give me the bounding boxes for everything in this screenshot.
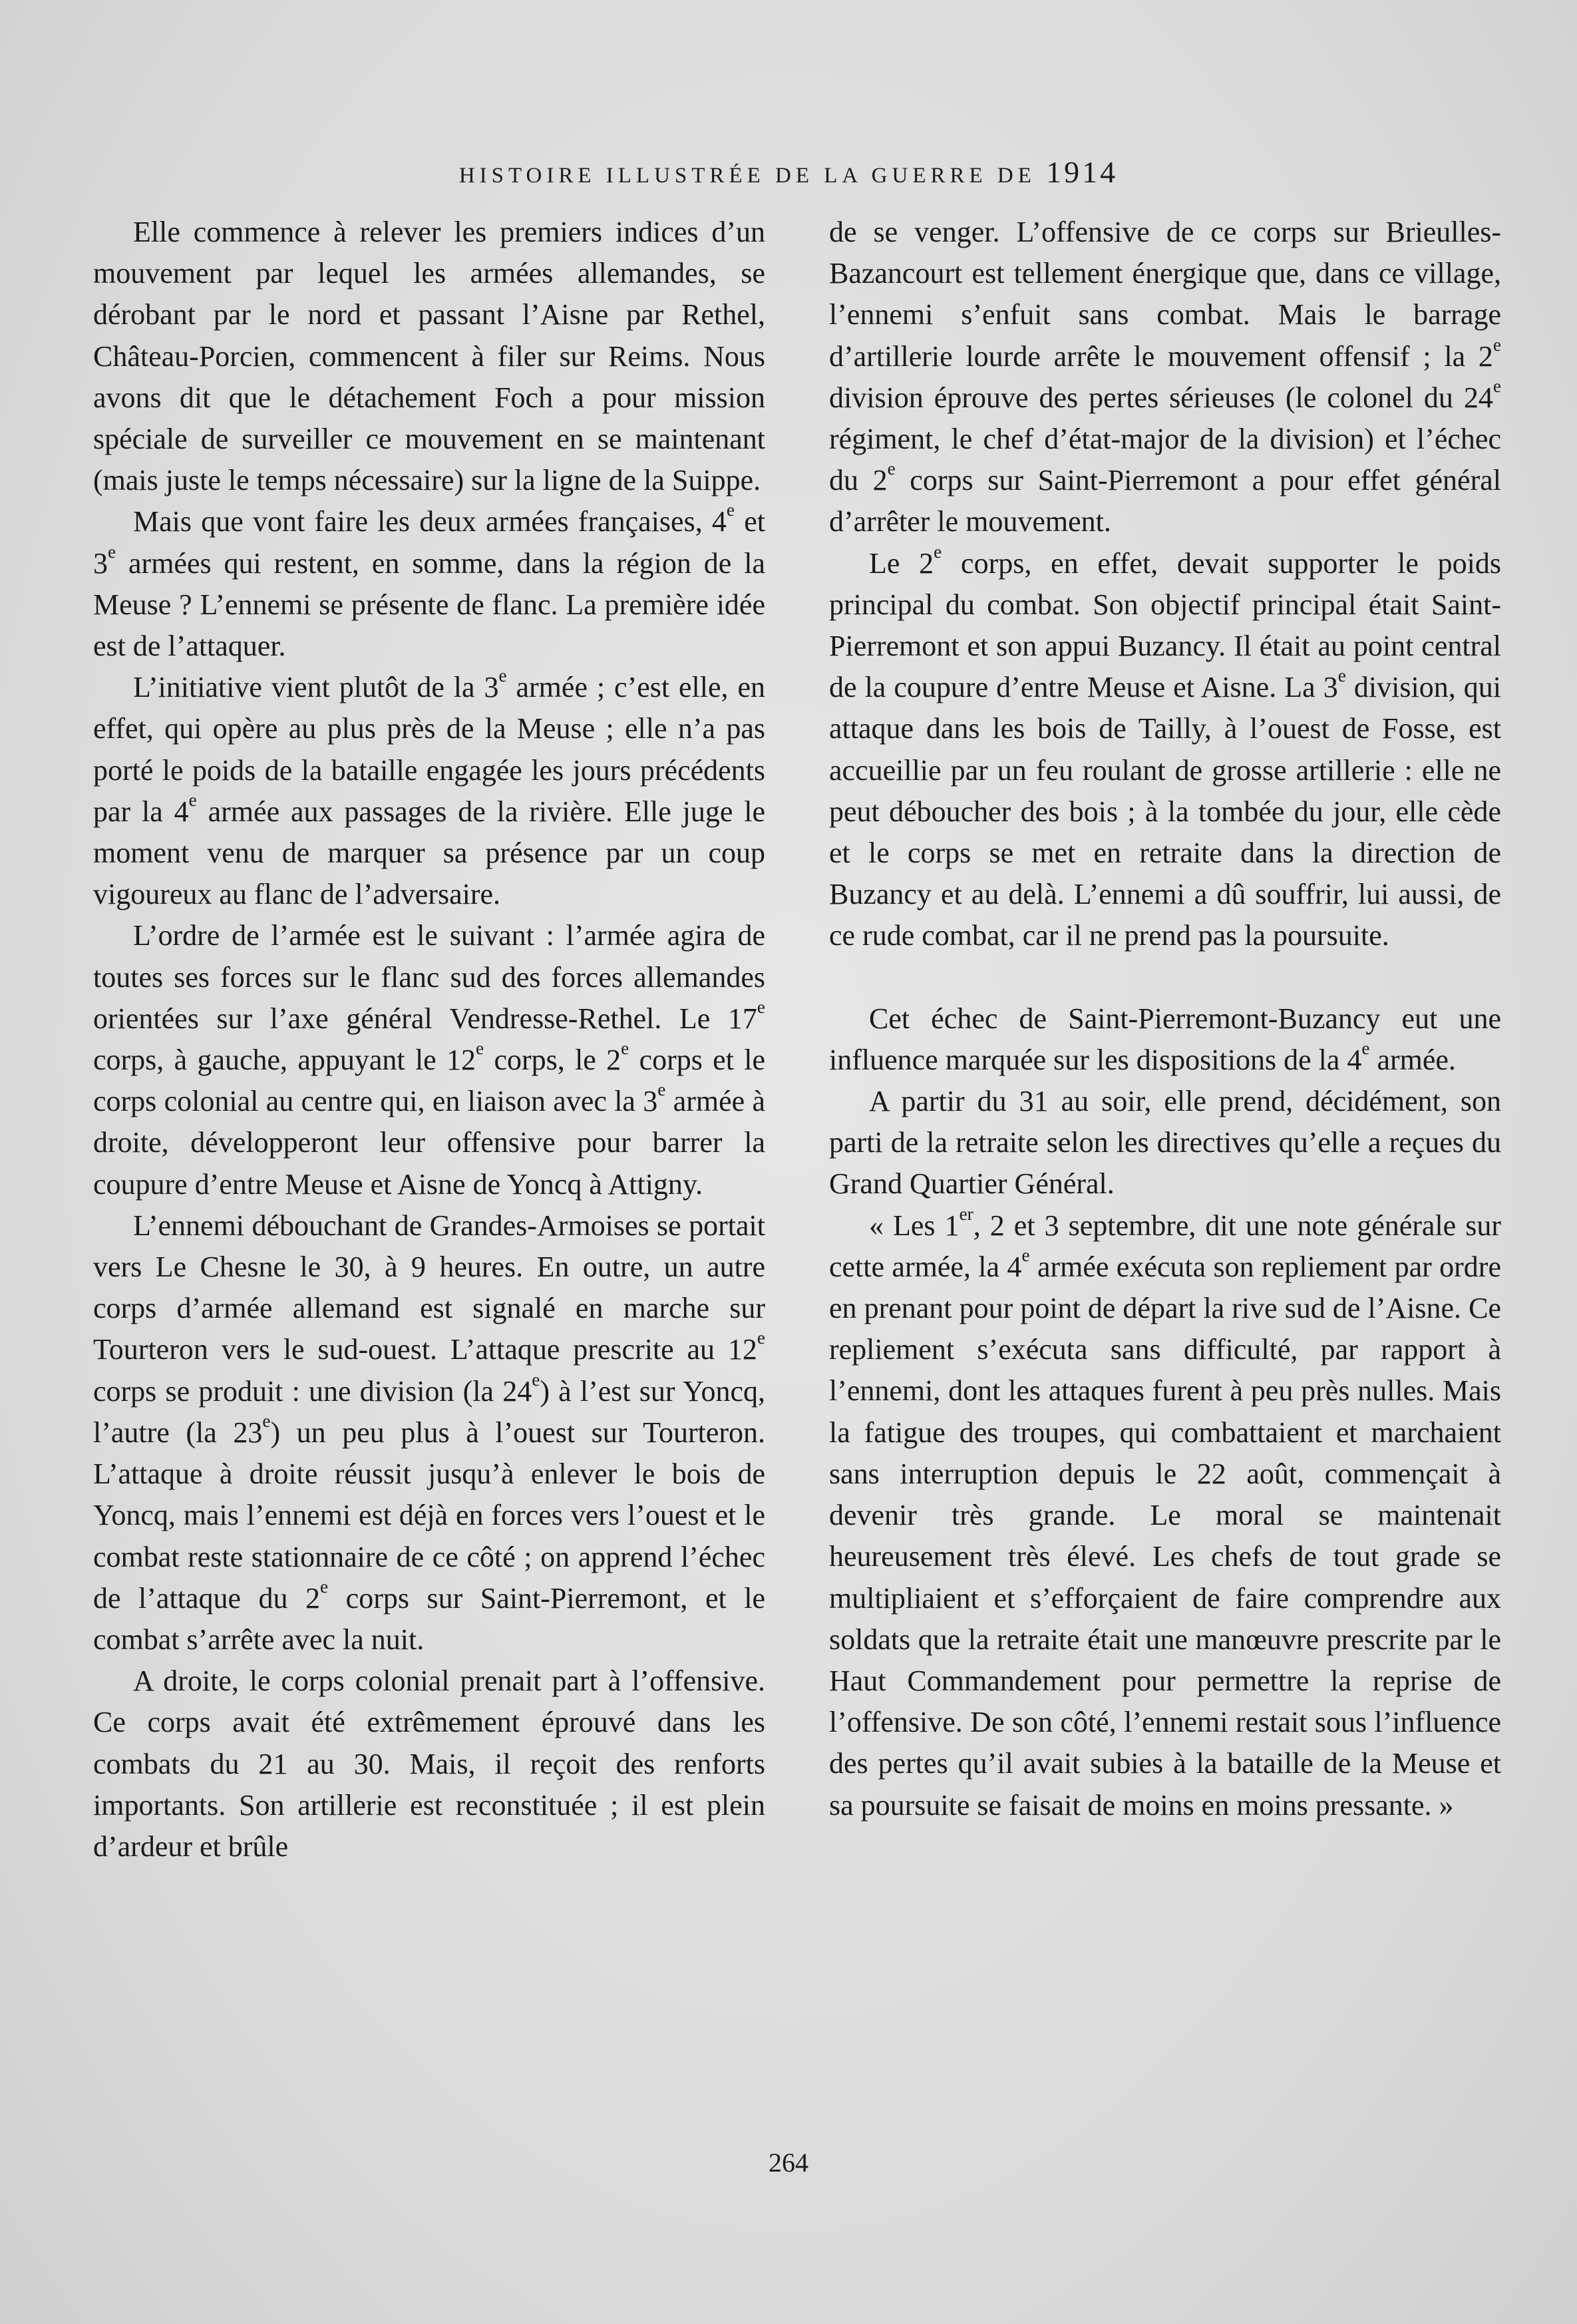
superscript: e [934,541,942,562]
superscript: e [476,1038,484,1058]
superscript: e [657,1079,666,1100]
running-head-year: 1914 [1046,155,1119,189]
superscript: e [108,541,116,562]
superscript: e [757,1328,765,1348]
superscript: e [1337,666,1346,686]
superscript: e [262,1410,271,1431]
paragraph: « Les 1er, 2 et 3 septembre, dit une note générale sur cette armée, la 4e armée exécuta son repliement par ordre en prenant pour point de départ la rive sud de l’Aisne. Ce repliement s’exécuta sans difficulté, par rapport à l’ennemi, dont les attaques furent à peu près nulles. Mais la fatigue des troupes, qui combattaient et marchaient sans interruption depuis le 22 août, commençait à devenir très grande. Le moral se maintenait heureusement très élevé. Les chefs de tout grade se multipliaient et s’efforçaient de faire comprendre aux soldats que la retraite était une manœuvre prescrite par le Haut Commandement pour permettre la reprise de l’offensive. De son côté, l’ennemi restait sous l’influence des pertes qu’il avait subies à la bataille de la Meuse et sa poursuite se faisait de moins en moins pressante. » [829,1203,1502,1822]
paragraph: Elle commence à relever les premiers indices d’un mouvement par lequel les armées allemandes, se dérobant par le nord et passant l’Aisne par Rethel, Château-Porcien, commencent à filer sur Reims. Nous avons dit que le détachement Foch a pour mission spéciale de surveiller ce mouvement en se maintenant (mais juste le temps nécessaire) sur la ligne de la Suippe. [93,216,765,497]
superscript: e [621,1038,629,1058]
superscript: e [757,996,765,1017]
superscript: er [959,1203,973,1224]
paragraph: Mais que vont faire les deux armées françaises, 4e et 3e armées qui restent, en somme, dans la région de la Meuse ? L’ennemi se présente de flanc. La première idée est de l’attaquer. [93,500,765,663]
running-head [0,154,1577,190]
paragraph: L’ennemi débouchant de Grandes-Armoises se portait vers Le Chesne le 30, à 9 heures. En outre, un autre corps d’armée allemand est signalé en marche sur Tourteron vers le sud-ouest. L’attaque prescrite au 12e corps se produit : une division (la 24e) à l’est sur Yoncq, l’autre (la 23e) un peu plus à l’ouest sur Tourteron. L’attaque à droite réussit jusqu’à enlever le bois de Yoncq, mais l’ennemi est déjà en forces vers l’ouest et le combat reste stationnaire de ce côté ; on apprend l’échec de l’attaque du 2e corps sur Saint-Pierremont, et le combat s’arrête avec la nuit. [93,1209,766,1656]
paragraph: A partir du 31 au soir, elle prend, décidément, son parti de la retraite selon les directives qu’elle a reçues du Grand Quartier Général. [829,1085,1501,1201]
superscript: e [1492,375,1501,396]
page-number: 264 [769,2148,808,2178]
paragraph: L’initiative vient plutôt de la 3e armée ; c’est elle, en effet, qui opère au plus près de la Meuse ; elle n’a pas porté le poids de la bataille engagée les jours précédents par la 4e armée aux passages de la rivière. Elle juge le moment venu de marquer sa présence par un coup vigoureux au flanc de l’adversaire. [93,666,765,911]
superscript: e [1361,1038,1370,1058]
paragraph: Cet échec de Saint-Pierremont-Buzancy eut une influence marquée sur les dispositions de la 4e armée. [829,1002,1501,1076]
superscript: e [726,500,735,520]
running-head-title: HISTOIRE ILLUSTRÉE DE LA GUERRE DE [458,164,1036,188]
superscript: e [1021,1245,1030,1265]
left-column [93,212,765,1867]
paragraph: de se venger. L’offensive de ce corps sur Brieulles-Bazancourt est tellement énergique que, dans ce village, l’ennemi s’enfuit sans combat. Mais le barrage d’artillerie lourde arrête le mouvement offensif ; la 2e division éprouve des pertes sérieuses (le colonel du 24e régiment, le chef d’état-major de la division) et l’échec du 2e corps sur Saint-Pierremont a pour effet général d’arrêter le mouvement. [829,216,1501,538]
superscript: e [1492,334,1501,355]
superscript: e [532,1369,540,1390]
superscript: e [887,459,896,479]
superscript: e [498,666,507,686]
paragraph: L’ordre de l’armée est le suivant : l’armée agira de toutes ses forces sur le flanc sud des forces allemandes orientées sur l’axe général Vendresse-Rethel. Le 17e corps, à gauche, appuyant le 12e corps, le 2e corps et le corps colonial au centre qui, en liaison avec la 3e armée à droite, développeront leur offensive pour barrer la coupure d’entre Meuse et Aisne de Yoncq à Attigny. [93,919,765,1201]
paragraph: A droite, le corps colonial prenait part à l’offensive. Ce corps avait été extrêmement éprouvé dans les combats du 21 au 30. Mais, il reçoit des renforts importants. Son artillerie est reconstituée ; il est plein d’ardeur et brûle [93,1664,765,1863]
superscript: e [320,1576,329,1597]
superscript: e [188,789,197,810]
right-column [829,212,1501,1826]
paragraph: Le 2e corps, en effet, devait supporter le poids principal du combat. Son objectif principal était Saint-Pierremont et son appui Buzancy. Il était au point central de la coupure d’entre Meuse et Aisne. La 3e division, qui attaque dans les bois de Tailly, à l’ouest de Fosse, est accueillie par un feu roulant de grosse artillerie : elle ne peut déboucher des bois ; à la tombée du jour, elle cède et le corps se met en retraite dans la direction de Buzancy et au delà. L’ennemi a dû souffrir, lui aussi, de ce rude combat, car il ne prend pas la poursuite. [829,541,1502,952]
